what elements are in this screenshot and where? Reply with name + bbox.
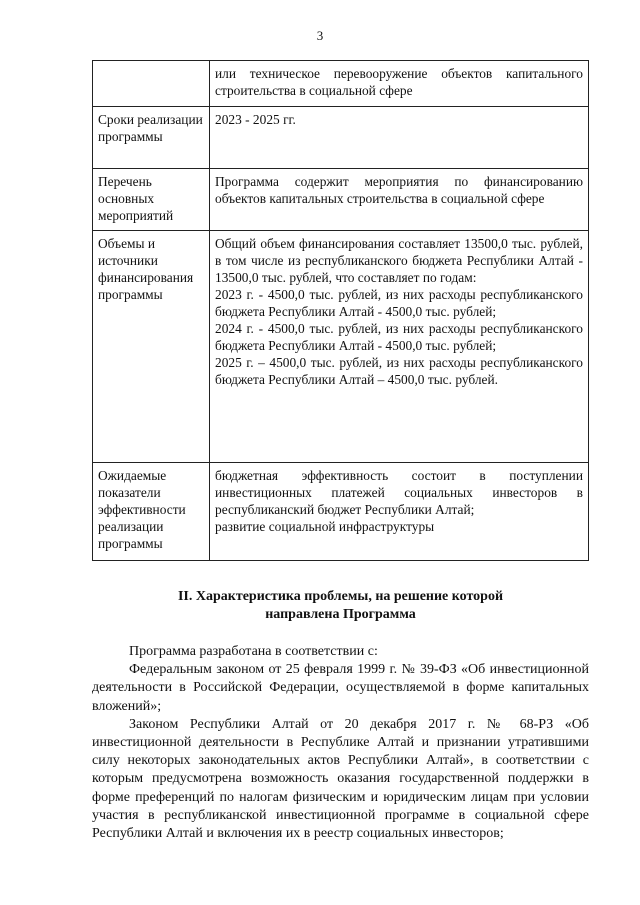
section-heading-line: направлена Программа bbox=[265, 607, 416, 622]
program-passport-table bbox=[92, 60, 589, 561]
value-line: 2023 г. - 4500,0 тыс. рублей, из них расходы республиканского бюджета Республики Алтай - 4500,0 тыс. рублей; bbox=[215, 287, 583, 319]
paragraph: Законом Республики Алтай от 20 декабря 2017 г. № 68-РЗ «Об инвестиционной деятельности в Республике Алтай и признании утратившими силу некоторых законодательных актов Республики Алтай», в соответствии с которым предусмотрена возможность оказания государственной поддержки в форме преференций по налогам физическим и юридическим лицам при условии участия в республиканской инвестиционной программе в социальной сфере Республики Алтай и включения их в реестр социальных инвесторов; bbox=[92, 716, 589, 842]
value-line: 2025 г. – 4500,0 тыс. рублей, из них расходы республиканского бюджета Республики Алтай – 4500,0 тыс. рублей. bbox=[215, 355, 583, 387]
row-label bbox=[93, 61, 210, 107]
value-line: 2024 г. - 4500,0 тыс. рублей, из них расходы республиканского бюджета Республики Алтай - 4500,0 тыс. рублей; bbox=[215, 321, 583, 353]
value-line: Общий объем финансирования составляет 13500,0 тыс. рублей, в том числе из республиканского бюджета Республики Алтай - 13500,0 тыс. рублей, что составляет по годам: bbox=[215, 236, 583, 285]
section-body bbox=[92, 643, 589, 843]
row-label: Сроки реализации программы bbox=[93, 107, 210, 169]
value-line: Программа содержит мероприятия по финансированию объектов капитальных строительства в социальной сфере bbox=[215, 174, 583, 206]
value-line: 2023 - 2025 гг. bbox=[215, 112, 296, 127]
table-row bbox=[93, 61, 589, 107]
row-label: Перечень основных мероприятий bbox=[93, 169, 210, 231]
paragraph: Федеральным законом от 25 февраля 1999 г. № 39-ФЗ «Об инвестиционной деятельности в Российской Федерации, осуществляемой в форме капитальных вложений»; bbox=[92, 662, 589, 714]
row-label: Ожидаемые показатели эффективности реализации программы bbox=[93, 463, 210, 561]
table-row bbox=[93, 169, 589, 231]
table-row bbox=[93, 107, 589, 169]
row-label: Объемы и источники финансирования программы bbox=[93, 231, 210, 463]
row-value bbox=[210, 463, 589, 561]
table-row bbox=[93, 463, 589, 561]
value-line: или техническое перевооружение объектов капитального строительства в социальной сфере bbox=[215, 66, 583, 98]
page-number: 3 bbox=[316, 28, 324, 43]
row-value bbox=[210, 169, 589, 231]
section-heading-line: II. Характеристика проблемы, на решение которой bbox=[177, 589, 504, 604]
section-heading bbox=[92, 588, 589, 624]
row-value bbox=[210, 61, 589, 107]
paragraph: Программа разработана в соответствии с: bbox=[129, 644, 378, 659]
row-value bbox=[210, 107, 589, 169]
value-line: развитие социальной инфраструктуры bbox=[215, 519, 435, 534]
table-row bbox=[93, 231, 589, 463]
value-line: бюджетная эффективность состоит в поступлении инвестиционных платежей социальных инвесторов в республиканский бюджет Республики Алтай; bbox=[215, 468, 583, 517]
row-value bbox=[210, 231, 589, 463]
